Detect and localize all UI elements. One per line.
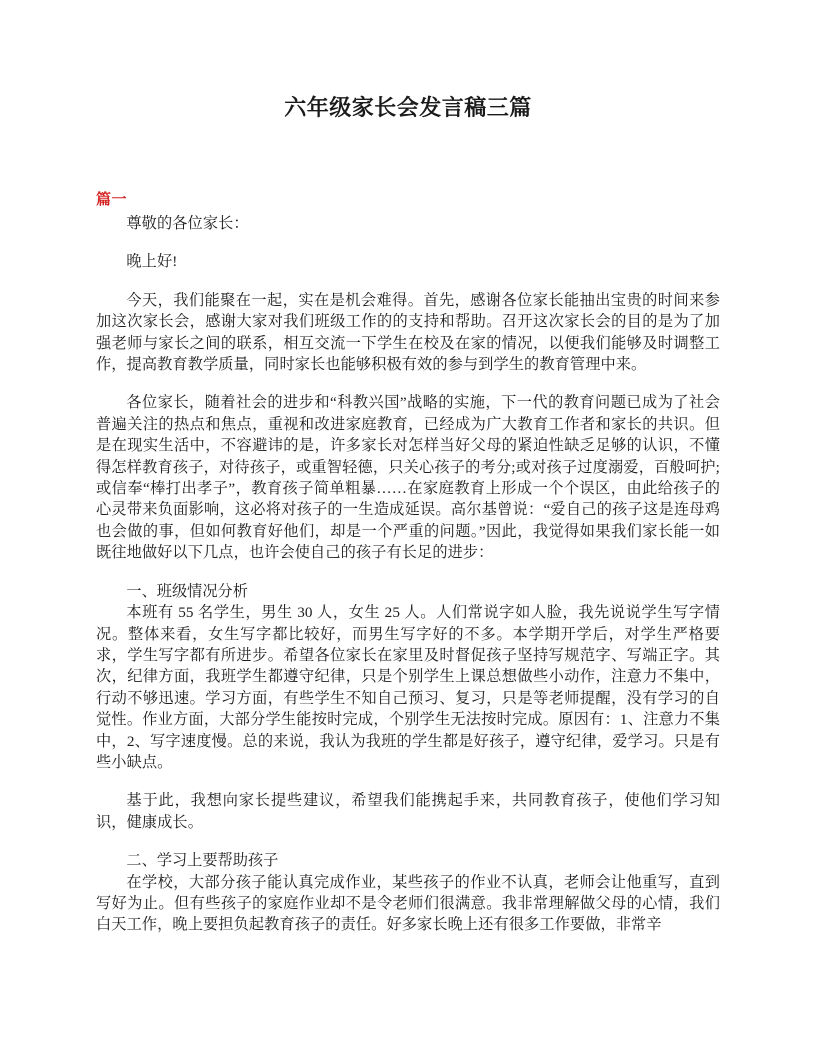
greeting-line: 晚上好!	[126, 253, 178, 271]
paragraph-homework: 在学校，大部分孩子能认真完成作业，某些孩子的作业不认真，老师会让他重写，直到写好为止。但有些孩子的家庭作业却不是令老师们很满意。我非常理解做父母的心情，我们白天工作，晚上要担负起教育孩子的责任。好多家长晚上还有很多工作要做，非常辛	[96, 873, 720, 934]
paragraph-suggestions-intro: 基于此，我想向家长提些建议，希望我们能携起手来，共同教育孩子，使他们学习知识，健康成长。	[96, 792, 720, 831]
paragraph-class-analysis: 本班有 55 名学生，男生 30 人，女生 25 人。人们常说字如人脸，我先说说学生写字情况。整体来看，女生写字都比较好，而男生写字好的不多。本学期开学后，对学生严格要求，学生写字都有所进步。希望各位家长在家里及时督促孩子坚持写规范字、写端正字。其次，纪律方面，我班学生都遵守纪律，只是个别学生上课总想做些小动作，注意力不集中，行动不够迅速。学习方面，有些学生不知自己预习、复习，只是等老师提醒，没有学习的自觉性。作业方面，大部分学生能按时完成，个别学生无法按时完成。原因有：1、注意力不集中，2、写字速度慢。总的来说，我认为我班的学生都是好孩子，遵守纪律，爱学习。只是有些小缺点。	[96, 604, 720, 771]
section-marker-pian-yi: 篇一	[96, 192, 128, 208]
paragraph-family-education: 各位家长，随着社会的进步和“科教兴国”战略的实施，下一代的教育问题已成为了社会普遍关注的热点和焦点，重视和改进家庭教育，已经成为广大教育工作者和家长的共识。但是在现实生活中，不容避讳的是，许多家长对怎样当好父母的紧迫性缺乏足够的认识，不懂得怎样教育孩子，对待孩子，或重智轻德，只关心孩子的考分;或对孩子过度溺爱，百般呵护;或信奉“棒打出孝子”，教育孩子简单粗暴……在家庭教育上形成一个个误区，由此给孩子的心灵带来负面影响，这必将对孩子的一生造成延误。高尔基曾说：“爱自己的孩子这是连母鸡也会做的事，但如何教育好他们，却是一个严重的问题。”因此，我觉得如果我们家长能一如既往地做好以下几点，也许会使自己的孩子有长足的进步：	[96, 394, 720, 562]
paragraph-opening-thanks: 今天，我们能聚在一起，实在是机会难得。首先，感谢各位家长能抽出宝贵的时间来参加这次家长会，感谢大家对我们班级工作的的支持和帮助。召开这次家长会的目的是为了加强老师与家长之间的联系，相互交流一下学生在校及在家的情况，以便我们能够及时调整工作，提高教育教学质量，同时家长也能够积极有效的参与到学生的教育管理中来。	[96, 291, 720, 374]
heading-class-analysis: 一、班级情况分析	[126, 582, 248, 600]
page-content-area	[96, 0, 720, 1056]
heading-help-with-study: 二、学习上要帮助孩子	[126, 852, 279, 870]
page-title: 六年级家长会发言稿三篇	[284, 95, 532, 120]
salutation-line: 尊敬的各位家长：	[126, 215, 249, 232]
